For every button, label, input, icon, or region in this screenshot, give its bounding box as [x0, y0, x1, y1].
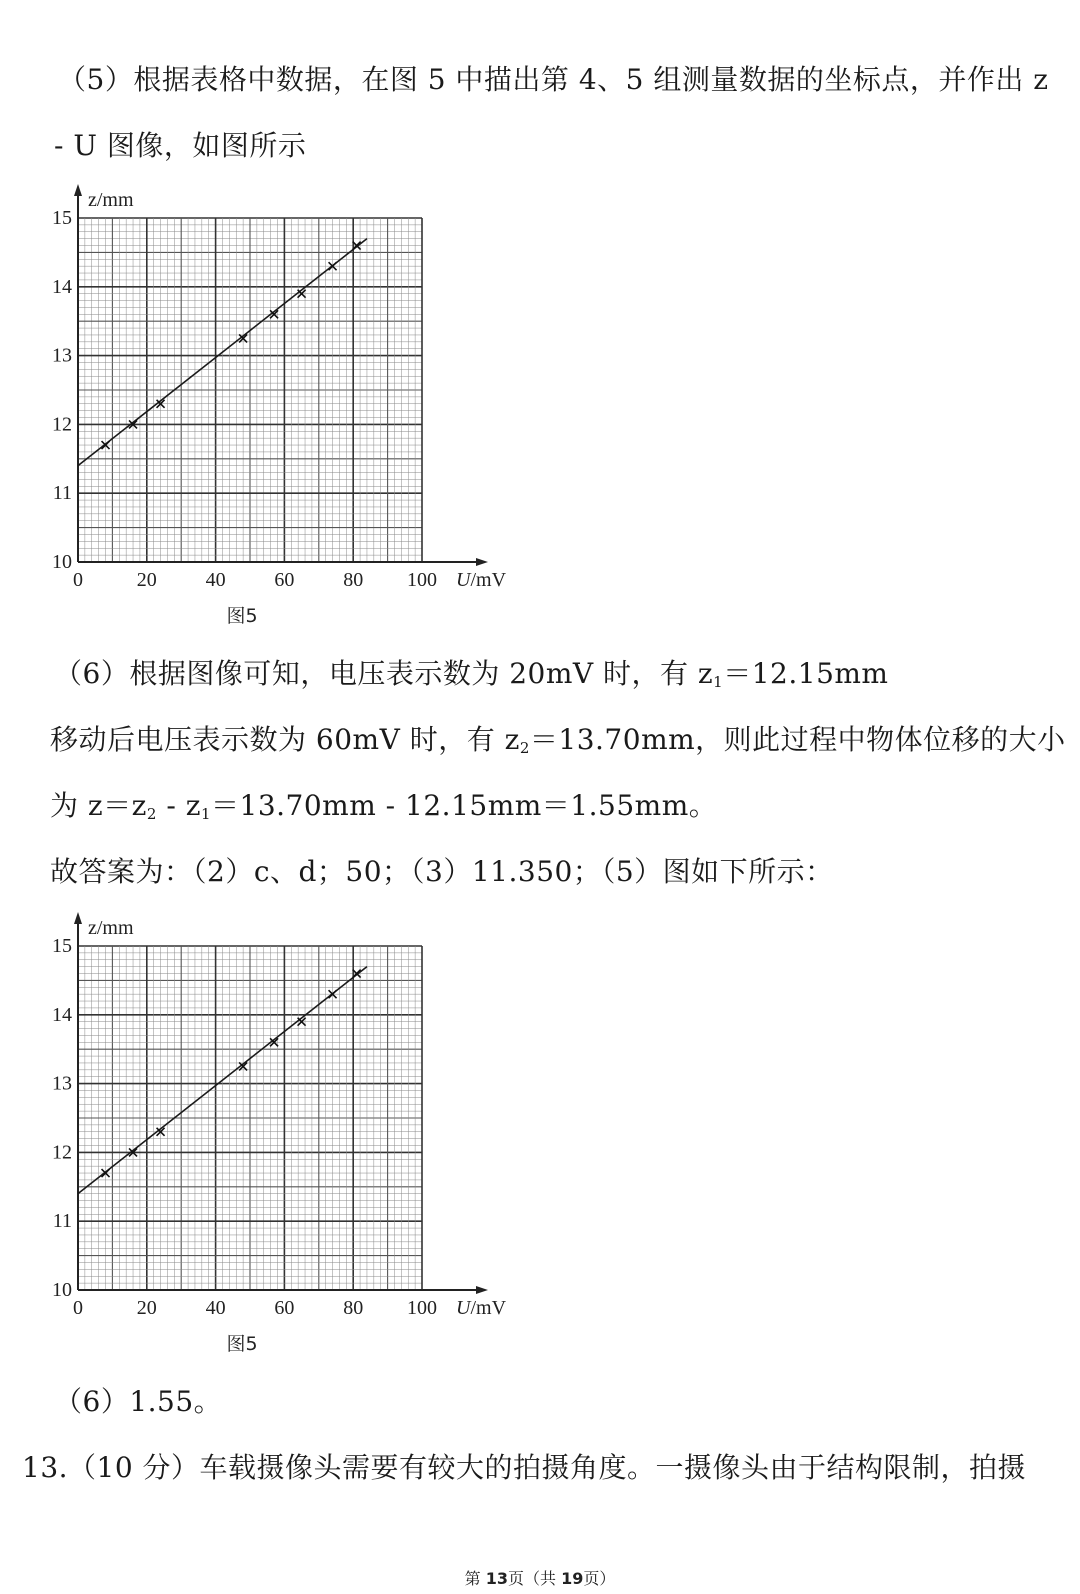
x-tick-label: 40	[205, 1297, 226, 1319]
answer-line	[50, 850, 834, 890]
grid	[78, 946, 422, 1290]
x-tick-label: 0	[73, 1297, 83, 1319]
y-axis-arrow-icon	[74, 912, 82, 924]
x-tick-label: 100	[407, 569, 437, 591]
figure-caption: 图5	[226, 605, 258, 627]
axes	[74, 912, 488, 1294]
y-axis-arrow-icon	[74, 184, 82, 196]
x-tick-label: 60	[274, 569, 295, 591]
x-axis-label	[456, 1297, 507, 1319]
x-tick-label: 100	[407, 1297, 437, 1319]
y-axis-label: z/mm	[88, 189, 134, 211]
paragraph-6-line-2	[50, 718, 1066, 758]
text: - z	[156, 789, 201, 822]
text: 为 z＝z	[50, 789, 147, 822]
y-tick-label: 13	[52, 1072, 72, 1095]
text: ＝13.70mm，则此过程中物体位移的大小	[529, 723, 1066, 756]
answer-6-line	[54, 1380, 222, 1420]
figure-1	[36, 180, 536, 640]
subscript: 2	[519, 739, 530, 757]
chart-2	[36, 908, 536, 1368]
chart-1	[36, 180, 536, 640]
y-tick-label: 12	[52, 1141, 72, 1164]
x-tick-label: 20	[136, 1297, 157, 1319]
y-tick-label: 10	[52, 1279, 72, 1301]
y-tick-label: 10	[52, 551, 72, 573]
paragraph-6-line-1	[54, 652, 888, 692]
question-13-line	[22, 1446, 1026, 1486]
text: ＝12.15mm	[723, 657, 889, 690]
x-axis-unit: /mV	[470, 569, 507, 591]
page-total: 19	[561, 1569, 584, 1588]
text: 故答案为：（2）c、d；50；（3）11.350；（5）图如下所示：	[50, 855, 834, 888]
subscript: 2	[146, 805, 157, 823]
x-tick-label: 0	[73, 569, 83, 591]
x-axis-variable: U	[456, 569, 471, 591]
y-tick-label: 15	[52, 207, 72, 229]
footer-middle: 页（共	[507, 1569, 562, 1588]
subscript: 1	[200, 805, 212, 823]
x-axis-arrow-icon	[476, 1286, 488, 1294]
x-axis-arrow-icon	[476, 558, 488, 566]
text: - U 图像，如图所示	[54, 129, 307, 162]
text: （6）1.55。	[54, 1385, 223, 1418]
footer-suffix: 页）	[583, 1569, 616, 1588]
paragraph-5-line-2	[54, 124, 306, 164]
grid	[78, 218, 422, 562]
y-tick-label: 11	[52, 482, 72, 505]
x-tick-label: 80	[343, 569, 364, 591]
y-tick-label: 14	[52, 1003, 72, 1026]
figure-caption: 图5	[226, 1333, 258, 1355]
axes	[74, 184, 488, 566]
y-tick-label: 15	[52, 935, 72, 957]
text: （5）根据表格中数据，在图 5 中描出第 4、5 组测量数据的坐标点，并作出 z	[58, 63, 1049, 96]
footer-prefix: 第	[464, 1569, 486, 1588]
x-tick-label: 80	[343, 1297, 364, 1319]
y-tick-label: 12	[52, 413, 72, 436]
page-footer	[0, 1566, 1080, 1589]
x-axis-unit: /mV	[470, 1297, 507, 1319]
figure-2	[36, 908, 536, 1368]
text: （6）根据图像可知，电压表示数为 20mV 时，有 z	[54, 657, 714, 690]
y-axis-label: z/mm	[88, 917, 134, 939]
text: ＝13.70mm - 12.15mm＝1.55mm。	[211, 789, 718, 822]
page-number: 13	[485, 1569, 508, 1588]
x-tick-label: 20	[136, 569, 157, 591]
paragraph-6-line-3	[50, 784, 717, 824]
x-axis-label	[456, 569, 507, 591]
x-tick-label: 40	[205, 569, 226, 591]
subscript: 1	[713, 673, 724, 691]
text: 移动后电压表示数为 60mV 时，有 z	[50, 723, 520, 756]
y-tick-label: 11	[52, 1210, 72, 1233]
paragraph-5-line-1	[58, 58, 1049, 98]
text: 13.（10 分）车载摄像头需要有较大的拍摄角度。一摄像头由于结构限制，拍摄	[22, 1451, 1027, 1484]
x-axis-variable: U	[456, 1297, 471, 1319]
y-tick-label: 14	[52, 275, 72, 298]
y-tick-label: 13	[52, 344, 72, 367]
x-tick-label: 60	[274, 1297, 295, 1319]
